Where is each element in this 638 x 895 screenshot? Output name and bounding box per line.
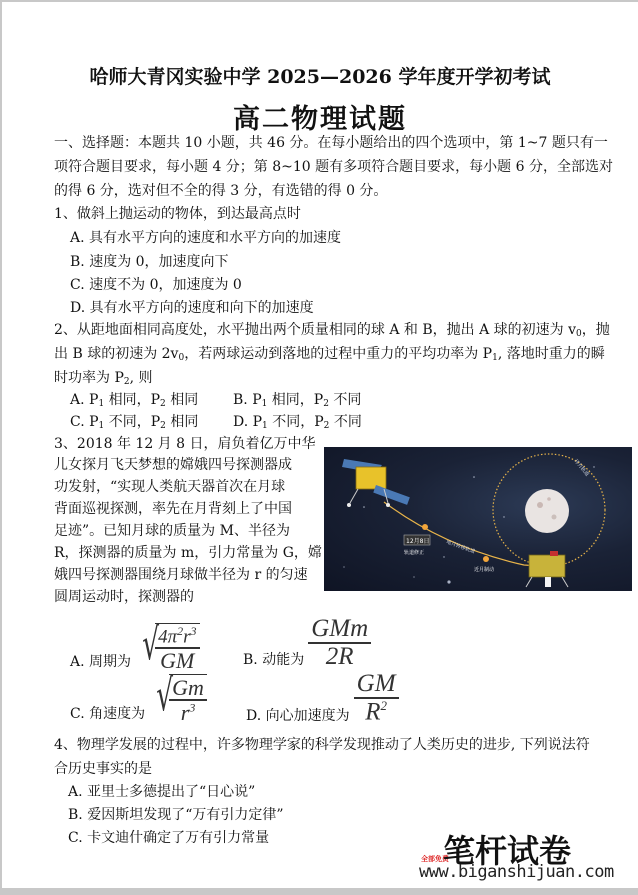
watermark-url[interactable]: www.biganshijuan.com	[419, 862, 614, 882]
probe-icon	[342, 459, 410, 507]
question-4-option-c: C. 卡文迪什确定了万有引力常量	[68, 830, 270, 846]
svg-text:地月转移轨道: 地月转移轨道	[445, 539, 476, 556]
question-2-option-d: D. $P_1$ 不同，$P_2$ 不同	[233, 414, 362, 431]
change4-trajectory-image	[324, 447, 632, 591]
question-3-stem-line-2: 儿女探月飞天梦想的嫦娥四号探测器成	[54, 457, 292, 473]
question-4-stem-line-2: 合历史事实的是	[54, 761, 152, 777]
question-3-stem-line-3: 功发射，“实现人类航天器首次在月球	[54, 479, 286, 495]
question-4-option-a: A. 亚里士多德提出了“日心说”	[68, 784, 256, 800]
svg-text:轨道修正: 轨道修正	[404, 550, 425, 556]
question-1-option-a: A. 具有水平方向的速度和水平方向的加速度	[70, 230, 342, 246]
formula-sqrt-gm-over-r3: √ $\frac{Gm}{r^3}$	[145, 674, 207, 724]
question-3-option-c: C. 角速度为 √ $\frac{Gm}{r^3}$	[70, 672, 207, 724]
svg-text:近月制动: 近月制动	[474, 567, 495, 573]
section-instructions-line-2: 项符合题目要求，每小题 4 分；第 8~10 题有多项符合题目要求，每小题 6 分，全部选对	[54, 159, 613, 175]
exam-page	[2, 2, 638, 888]
question-3-stem-line-6: R，探测器的质量为 m，引力常量为 G，嫦	[54, 545, 322, 561]
exam-title: 哈师大青冈实验中学 2025—2026 学年度开学初考试	[89, 66, 551, 88]
question-1-stem: 1、做斜上抛运动的物体，到达最高点时	[54, 206, 301, 222]
question-1-option-b: B. 速度为 0，加速度向下	[70, 254, 229, 270]
svg-text:12月8日: 12月8日	[406, 538, 430, 545]
watermark-free-tag: 全部免费	[421, 855, 449, 863]
formula-gmm-over-2r: $\frac{\text{GMm}}{2R}$	[308, 616, 371, 671]
question-1-option-d: D. 具有水平方向的速度和向下的加速度	[70, 300, 314, 316]
lunar-orbit-illustration	[324, 447, 632, 591]
question-3-stem-line-4: 背面巡视探测，率先在月背刻上了中国	[54, 501, 292, 517]
question-4-option-b: B. 爱因斯坦发现了“万有引力定律”	[68, 807, 284, 823]
question-1-option-c: C. 速度不为 0，加速度为 0	[70, 277, 242, 293]
question-4-stem-line-1: 4、物理学发展的过程中，许多物理学家的科学发现推动了人类历史的进步, 下列说法符	[54, 737, 590, 753]
question-3-option-b: B. 动能为 $\frac{\text{GMm}}{2R}$	[243, 612, 371, 670]
question-3-stem-line-1: 3、2018 年 12 月 8 日，肩负着亿万中华	[54, 436, 316, 452]
formula-gm-over-r2: $\frac{GM}{R^2}$	[354, 671, 399, 726]
question-2-option-c: C. $P_1$ 不同，$P_2$ 相同	[70, 414, 199, 431]
question-3-stem-line-8: 圆周运动时，探测器的	[54, 589, 194, 605]
lander-icon	[526, 551, 568, 587]
question-2-option-a: A. $P_1$ 相同，$P_2$ 相同	[70, 392, 199, 409]
question-3-stem-line-5: 足迹”。已知月球的质量为 M、半径为	[54, 523, 290, 539]
question-3-stem-line-7: 娥四号探测器围绕月球做半径为 r 的匀速	[54, 567, 308, 583]
section-instructions-line-1: 一、选择题：本题共 10 小题，共 46 分。在每小题给出的四个选项中，第 1~7 题只有一	[54, 135, 608, 151]
svg-text:环月轨道: 环月轨道	[572, 458, 590, 478]
question-3-option-a: A. 周期为 √ $\frac{4\pi^2r^3}{GM}$	[70, 614, 200, 672]
watermark-brand: 笔杆试卷	[443, 832, 572, 870]
question-2-stem-line-3: 时功率为 $P_2$, 则	[54, 370, 153, 387]
exam-subtitle: 高二物理试题	[233, 104, 407, 135]
question-3-option-d: D. 向心加速度为 $\frac{GM}{R^2}$	[246, 670, 399, 726]
question-2-option-b: B. $P_1$ 相同，$P_2$ 不同	[233, 392, 362, 409]
question-2-stem-line-2: 出 B 球的初速为 $2v_0$，若两球运动到落地的过程中重力的平均功率为 $P_1$, 落地时重力的瞬	[54, 346, 605, 363]
section-instructions-line-3: 的得 6 分，选对但不全的得 3 分，有选错的得 0 分。	[54, 183, 388, 199]
question-2-stem-line-1: 2、从距地面相同高度处，水平抛出两个质量相同的球 A 和 B，抛出 A 球的初速为 $v_0$，抛	[54, 322, 610, 339]
formula-sqrt-4pi2r3-over-gm: √ $\frac{4\pi^2r^3}{GM}$	[131, 623, 199, 672]
